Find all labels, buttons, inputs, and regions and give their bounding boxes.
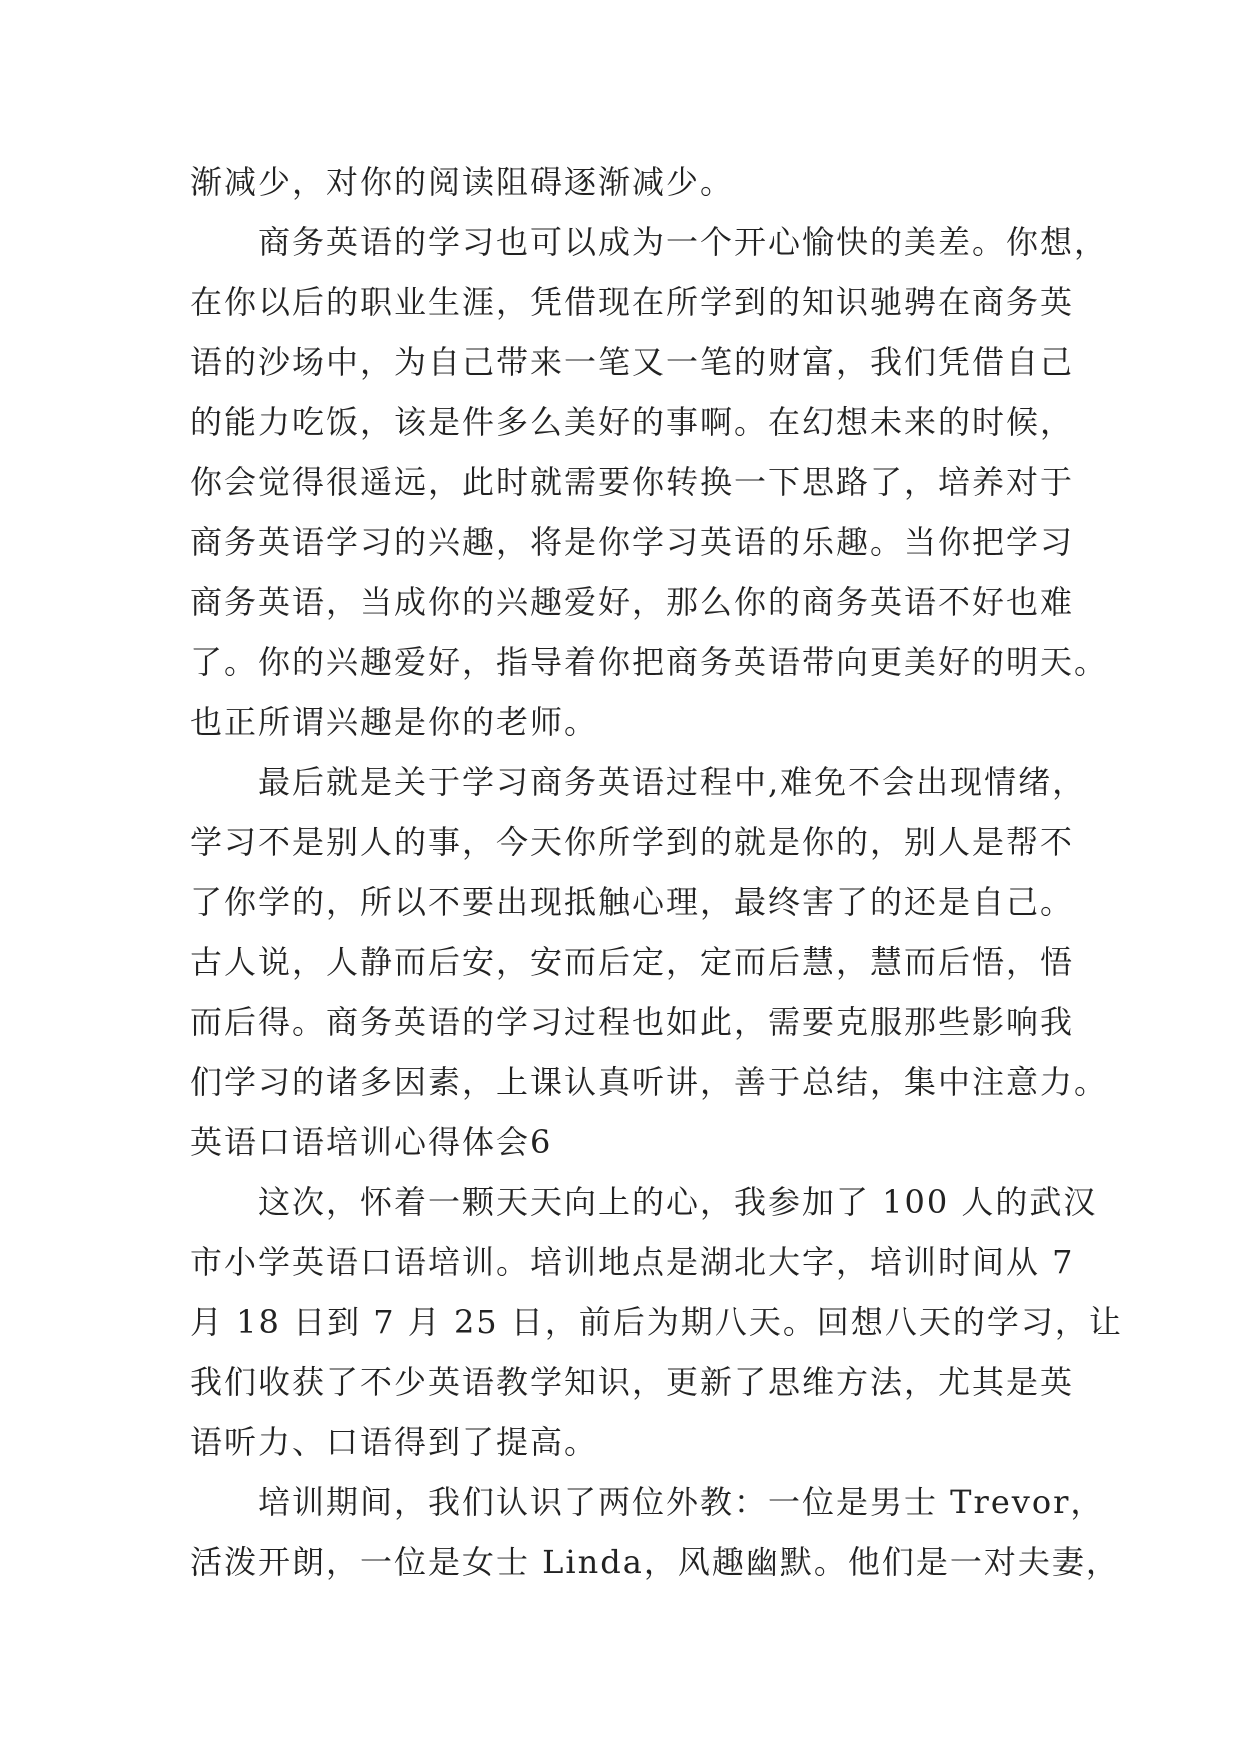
text-line: 语的沙场中，为自己带来一笔又一笔的财富，我们凭借自己	[190, 343, 1075, 381]
text-line: 语听力、口语得到了提高。	[190, 1423, 599, 1461]
paragraph-start-line: 商务英语的学习也可以成为一个开心愉快的美差。你想，	[258, 223, 1109, 261]
text-line: 古人说，人静而后安，安而后定，定而后慧，慧而后悟，悟	[190, 943, 1075, 981]
section-heading: 英语口语培训心得体会6	[190, 1123, 553, 1161]
text-line: 市小学英语口语培训。培训地点是湖北大字，培训时间从 7	[190, 1243, 1075, 1281]
paragraph-start-line: 培训期间，我们认识了两位外教：一位是男士 Trevor，	[258, 1483, 1105, 1521]
text-line: 的能力吃饭，该是件多么美好的事啊。在幻想未来的时候，	[190, 403, 1075, 441]
text-line: 了。你的兴趣爱好，指导着你把商务英语带向更美好的明天。	[190, 643, 1109, 681]
paragraph-start-line: 这次，怀着一颗天天向上的心，我参加了 100 人的武汉	[258, 1183, 1098, 1221]
text-line: 也正所谓兴趣是你的老师。	[190, 703, 599, 741]
paragraph-start-line: 最后就是关于学习商务英语过程中,难免不会出现情绪，	[258, 763, 1087, 801]
text-line: 活泼开朗，一位是女士 Linda，风趣幽默。他们是一对夫妻，	[190, 1543, 1120, 1581]
text-line: 在你以后的职业生涯，凭借现在所学到的知识驰骋在商务英	[190, 283, 1075, 321]
text-line: 月 18 日到 7 月 25 日，前后为期八天。回想八天的学习，让	[190, 1303, 1123, 1341]
text-line: 你会觉得很遥远，此时就需要你转换一下思路了，培养对于	[190, 463, 1075, 501]
text-line: 了你学的，所以不要出现抵触心理，最终害了的还是自己。	[190, 883, 1075, 921]
text-line: 商务英语，当成你的兴趣爱好，那么你的商务英语不好也难	[190, 583, 1075, 621]
text-line: 我们收获了不少英语教学知识，更新了思维方法，尤其是英	[190, 1363, 1075, 1401]
text-line: 学习不是别人的事，今天你所学到的就是你的，别人是帮不	[190, 823, 1075, 861]
text-line: 们学习的诸多因素，上课认真听讲，善于总结，集中注意力。	[190, 1063, 1109, 1101]
text-line: 渐减少，对你的阅读阻碍逐渐减少。	[190, 163, 735, 201]
text-line: 而后得。商务英语的学习过程也如此，需要克服那些影响我	[190, 1003, 1075, 1041]
text-line: 商务英语学习的兴趣，将是你学习英语的乐趣。当你把学习	[190, 523, 1075, 561]
